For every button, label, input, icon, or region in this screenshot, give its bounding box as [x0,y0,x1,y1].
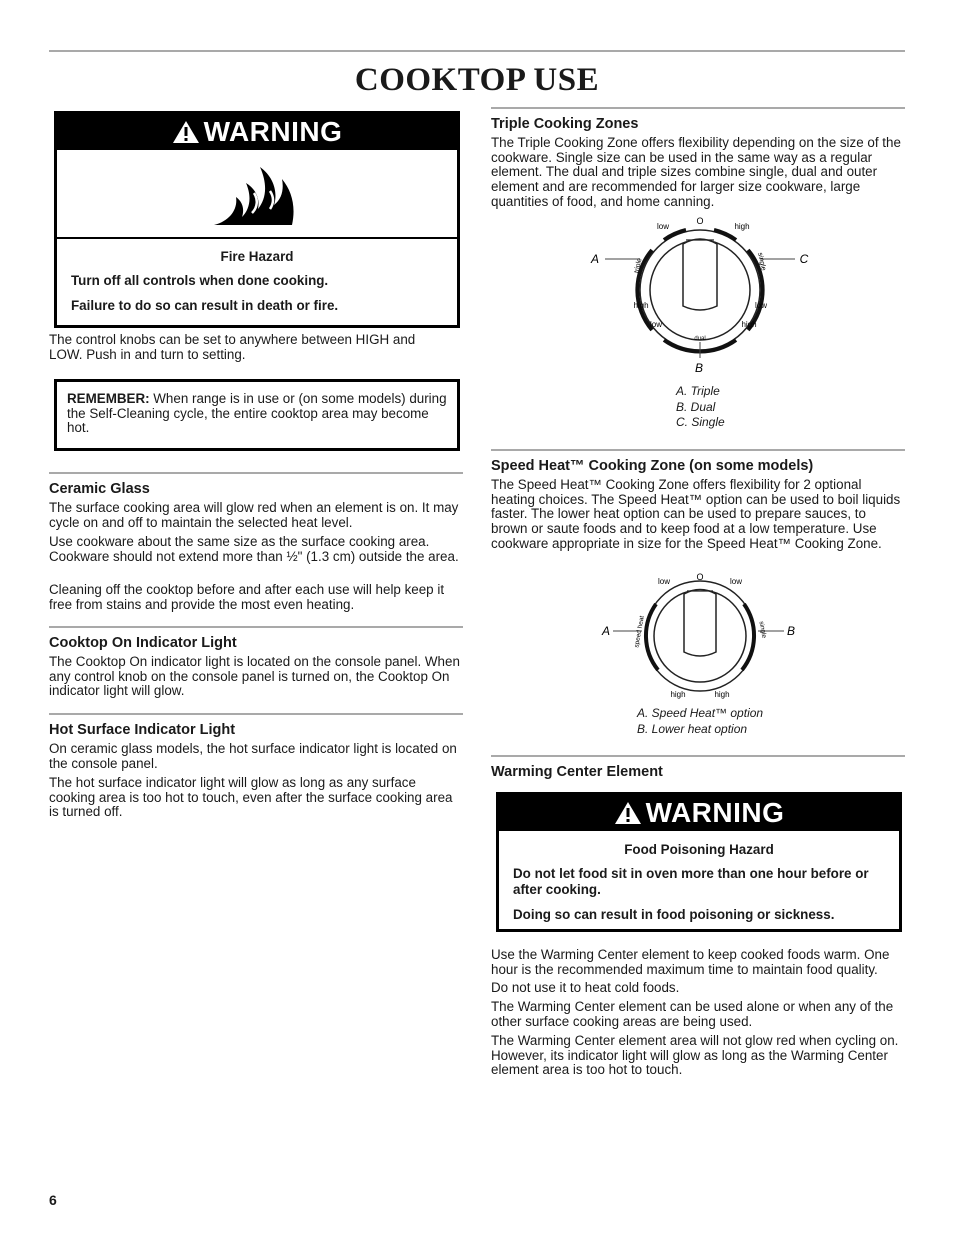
warning-triangle-icon [172,120,200,144]
hot-surface-p2: The hot surface indicator light will glow as long as any surface cooking area is too hot to touch, even after the surface cooking area is turned off. [49,775,453,820]
section-rule [491,755,905,757]
knob-high-label: high [734,222,750,231]
callout-b: B [694,361,704,374]
ceramic-heading: Ceramic Glass [49,481,150,497]
knob-off-mark: O [696,572,704,582]
remember-label: REMEMBER: [67,391,150,406]
triple-zone-knob-diagram [580,214,820,374]
remember-body: When range is in use or (on some models) during the Self-Cleaning cycle, the entire cooktop area may become hot. [67,391,447,436]
food-warning-box [496,792,902,932]
knob-triple-label: triple [633,257,644,274]
knob-high-left-label: high [670,690,686,699]
section-rule [49,472,463,474]
speed-heat-knob-diagram [596,570,806,704]
remember-box [54,379,460,451]
triple-caption-b: B. Dual [676,400,716,414]
warming-p2: Do not use it to heat cold foods. [491,980,680,995]
callout-a: A [601,624,611,638]
top-rule [49,50,905,52]
ceramic-p1: The surface cooking area will glow red when an element is on. It may cycle on and off to maintain the selected heat level. [49,500,459,530]
speed-p1: The Speed Heat™ Cooking Zone offers flexibility for 2 optional heating choices. The Speed Heat™ option can be used to boil liquids faster. The lower heat option can be used to prepare sauces, to brown or saute foods and to keep food at a low temperature. Use cookware appropriate in size for the Speed Heat™ Cooking Zone. [491,477,901,551]
callout-a: A [590,252,600,266]
ceramic-p2: Use cookware about the same size as the surface cooking area. Cookware should not extend more than ½" (1.3 cm) outside the area. [49,534,459,564]
knob-low-left-label: low [657,577,671,586]
section-rule [491,449,905,451]
warming-p1: Use the Warming Center element to keep cooked foods warm. One hour is the recommended maximum time to maintain food quality. [491,947,890,977]
knob-low-right-label: low [729,577,743,586]
triple-caption-a: A. Triple [676,384,720,398]
triple-heading: Triple Cooking Zones [491,116,639,132]
triple-p1: The Triple Cooking Zone offers flexibility depending on the size of the cookware. Single size can be used in the same way as a regular element. The dual and triple sizes combine single, dual and outer element and are recommended for larger size cookware, large quantities of food, and home canning. [491,135,901,209]
knob-low-bottom-label: low [649,320,663,329]
warning-triangle-icon [614,801,642,825]
knob-off-mark: O [696,216,704,226]
warning-header [57,114,457,150]
indicator-heading: Cooktop On Indicator Light [49,635,237,651]
hot-surface-p1: On ceramic glass models, the hot surface indicator light is located on the console panel. [49,741,457,771]
knob-high-right-label: high [714,690,730,699]
knob-single-label: single [756,252,767,272]
knob-dual-label: dual [694,336,706,342]
warning-header [499,795,899,831]
ceramic-p3: Cleaning off the cooktop before and after each use will help keep it free from stains and provide the most even heating. [49,582,445,612]
hot-surface-heading: Hot Surface Indicator Light [49,722,236,738]
fire-hazard-title: Fire Hazard [220,249,294,264]
fire-icon-area [57,150,457,239]
section-rule [491,107,905,109]
warning-label: WARNING [645,797,785,828]
food-warning-line1: Do not let food sit in oven more than one hour before or after cooking. [513,866,869,897]
warning-label: WARNING [203,116,343,147]
callout-b: B [786,624,796,638]
callout-c: C [799,252,809,266]
knob-low-label: low [656,222,670,231]
speed-caption-b: B. Lower heat option [637,722,748,736]
remember-text [67,392,447,436]
section-rule [49,626,463,628]
knob-speed-heat-label: speed heat [633,615,646,649]
page-title: COOKTOP USE [354,62,600,98]
section-rule [49,713,463,715]
fire-hazard-icon [212,163,304,227]
warming-heading: Warming Center Element [491,764,663,780]
intro-paragraph: The control knobs can be set to anywhere between HIGH and LOW. Push in and turn to setting. [49,332,416,362]
speed-caption-a: A. Speed Heat™ option [637,706,764,720]
knob-low-right-label: low [754,301,768,310]
knob-single-label: single [757,620,768,639]
page-number: 6 [49,1192,57,1208]
knob-high-left-label: high [633,301,649,310]
triple-caption-c: C. Single [676,415,725,429]
fire-warning-box [54,111,460,328]
knob-high-bottom-label: high [741,320,757,329]
speed-heading: Speed Heat™ Cooking Zone (on some models) [491,458,814,474]
fire-warning-line1: Turn off all controls when done cooking. [71,273,329,288]
warming-p3: The Warming Center element can be used alone or when any of the other surface cooking areas are being used. [491,999,894,1029]
warming-p4: The Warming Center element area will not glow red when cycling on. However, its indicator light will glow as long as the Warming Center element area is too hot to touch. [491,1033,899,1078]
food-warning-line2: Doing so can result in food poisoning or sickness. [513,907,835,922]
food-hazard-title: Food Poisoning Hazard [624,842,774,857]
fire-warning-line2: Failure to do so can result in death or fire. [71,298,339,313]
indicator-p1: The Cooktop On indicator light is located on the console panel. When any control knob on the console panel is turned on, the Cooktop On indicator light will glow. [49,654,460,699]
